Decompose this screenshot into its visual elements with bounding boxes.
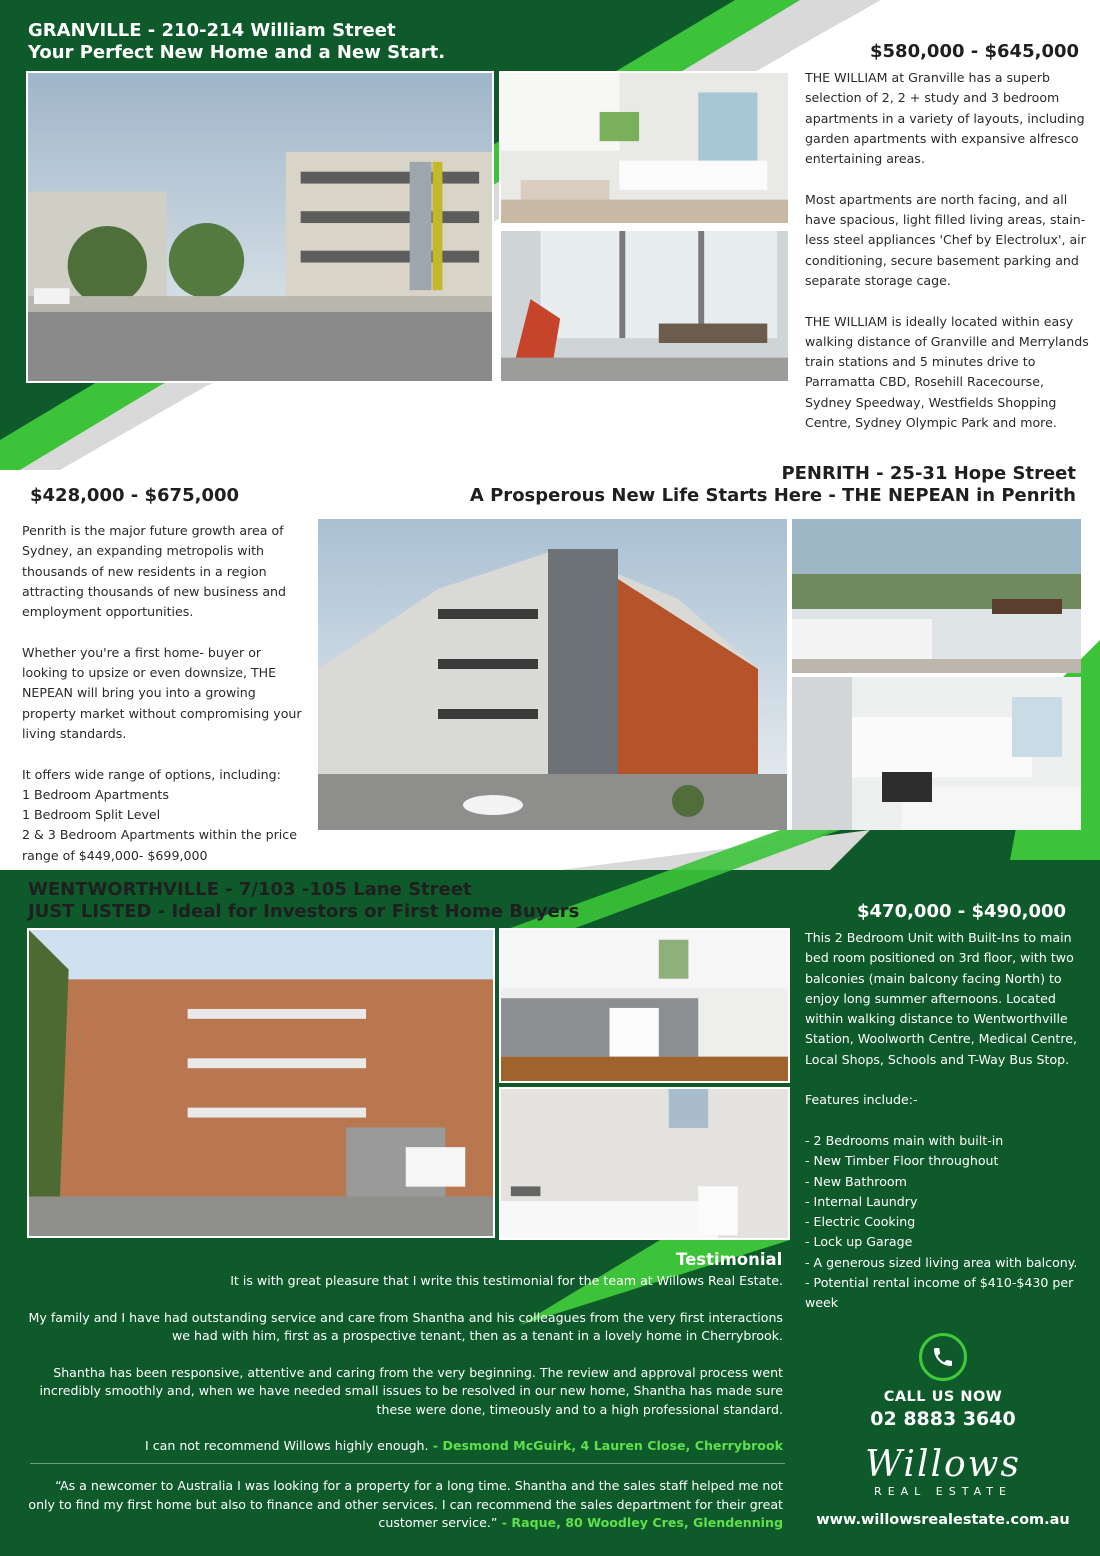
contact-block [800,1333,1086,1528]
penrith-options-list [22,785,307,866]
testimonial-divider [30,1463,785,1464]
granville-description [805,68,1090,454]
list-item: - 2 Bedrooms main with built-in [805,1132,1004,1148]
granville-price: $580,000 - $645,000 [870,41,1080,62]
granville-building-photo [26,71,494,383]
testimonial-author: - Raque, 80 Woodley Cres, Glendenning [497,1515,783,1530]
penrith-description [22,521,307,866]
willows-logo [800,1444,1086,1498]
list-item: - A generous sized living area with balcony. [805,1254,1078,1270]
call-us-label: CALL US NOW [883,1389,1003,1405]
testimonial-quote: “As a newcomer to Australia I was looking for a property for a long time. Shantha and the sales staff helped me not only to find my first home but also to finance and other services. I can recommend the sales department for their great customer service.” [28,1478,783,1530]
penrith-paragraph: Penrith is the major future growth area of Sydney, an expanding metropolis with thousands of new residents in a region attracting thousands of new business and employment opportunities. [22,523,287,620]
penrith-options-intro: It offers wide range of options, including: [22,766,281,782]
list-item: - Internal Laundry [805,1193,918,1209]
wentworthville-paragraph: This 2 Bedroom Unit with Built-Ins to main bed room positioned on 3rd floor, with two balconies (main balcony facing North) to enjoy long summer afternoons. Located within walking distance to Wentworthville Station, Woolworth Centre, Medical Centre, Local Shops, Schools and T-Way Bus Stop. [805,930,1077,1067]
penrith-kitchen-photo [792,677,1081,830]
wentworthville-building-photo [27,928,495,1238]
testimonial-heading: Testimonial [676,1250,783,1269]
testimonial-paragraph [25,1437,783,1456]
testimonial-author: - Desmond McGuirk, 4 Lauren Close, Cherrybrook [428,1438,783,1453]
wentworthville-title-line1: WENTWORTHVILLE - 7/103 -105 Lane Street [28,879,472,900]
granville-living-photo [499,229,790,383]
penrith-price: $428,000 - $675,000 [30,485,240,506]
wentworthville-title-line2: JUST LISTED - Ideal for Investors or First Home Buyers [28,901,580,922]
granville-paragraph: Most apartments are north facing, and all have spacious, light filled living areas, stain-less steel appliances 'Chef by Electrolux', air conditioning, secure basement parking and separate storage cage. [805,191,1086,288]
logo-subtitle: REAL ESTATE [874,1485,1012,1498]
list-item: - New Timber Floor throughout [805,1153,999,1169]
granville-kitchen-photo [499,71,790,225]
granville-paragraph: THE WILLIAM is ideally located within easy walking distance of Granville and Merrylands train stations and 5 minutes drive to Parramatta CBD, Rosehill Racecourse, Sydney Speedway, Westfields Shopping Centre, Sydney Olympic Park and more. [805,313,1089,431]
testimonial-paragraph: Shantha has been responsive, attentive and caring from the very beginning. The review and approval process went incredibly smoothly and, when we have needed small issues to be resolved in our new home, Shantha has made sure these were done, timeously and to a high professional standard. [39,1364,783,1417]
granville-title-line1: GRANVILLE - 210-214 William Street [28,20,396,41]
features-list [805,1131,1093,1314]
list-item: - Potential rental income of $410-$430 per week [805,1275,1074,1311]
wentworthville-kitchen-photo [499,928,790,1083]
website-link[interactable]: www.willowsrealestate.com.au [816,1512,1070,1528]
wentworthville-price: $470,000 - $490,000 [857,901,1067,922]
penrith-paragraph: Whether you're a first home- buyer or looking to upsize or even downsize, THE NEPEAN will bring you into a growing property market without compromising your living standards. [22,644,302,741]
testimonial-text: I can not recommend Willows highly enough. [144,1438,429,1453]
list-item: - Electric Cooking [805,1214,916,1230]
penrith-building-photo [318,519,787,830]
list-item: - Lock up Garage [805,1234,913,1250]
testimonial-paragraph: It is with great pleasure that I write this testimonial for the team at Willows Real Estate. [230,1273,783,1288]
list-item: 1 Bedroom Split Level [22,807,161,823]
testimonial-block [25,1272,783,1474]
wentworthville-description [805,928,1093,1314]
testimonial-quote-block [25,1477,783,1533]
phone-number[interactable]: 02 8883 3640 [870,1408,1016,1430]
granville-paragraph: THE WILLIAM at Granville has a superb selection of 2, 2 + study and 3 bedroom apartments in a variety of layouts, including garden apartments with expansive alfresco entertaining areas. [805,70,1085,167]
wentworthville-bathroom-photo [499,1087,790,1240]
testimonial-paragraph: My family and I have had outstanding service and care from Shantha and his colleagues from the very first interactions we had with him, first as a prospective tenant, then as a tenant in a lovely home in Cherrybrook. [28,1309,783,1343]
list-item: - New Bathroom [805,1173,907,1189]
list-item: 1 Bedroom Apartments [22,786,169,802]
penrith-living-photo [792,519,1081,673]
phone-icon[interactable] [919,1333,967,1381]
penrith-title-line2: A Prosperous New Life Starts Here - THE NEPEAN in Penrith [469,485,1076,506]
granville-title-line2: Your Perfect New Home and a New Start. [28,42,446,63]
list-item: 2 & 3 Bedroom Apartments within the price range of $449,000- $699,000 [22,827,297,863]
logo-name: Willows [865,1444,1021,1485]
features-title: Features include:- [805,1092,918,1108]
penrith-title-line1: PENRITH - 25-31 Hope Street [781,463,1076,484]
